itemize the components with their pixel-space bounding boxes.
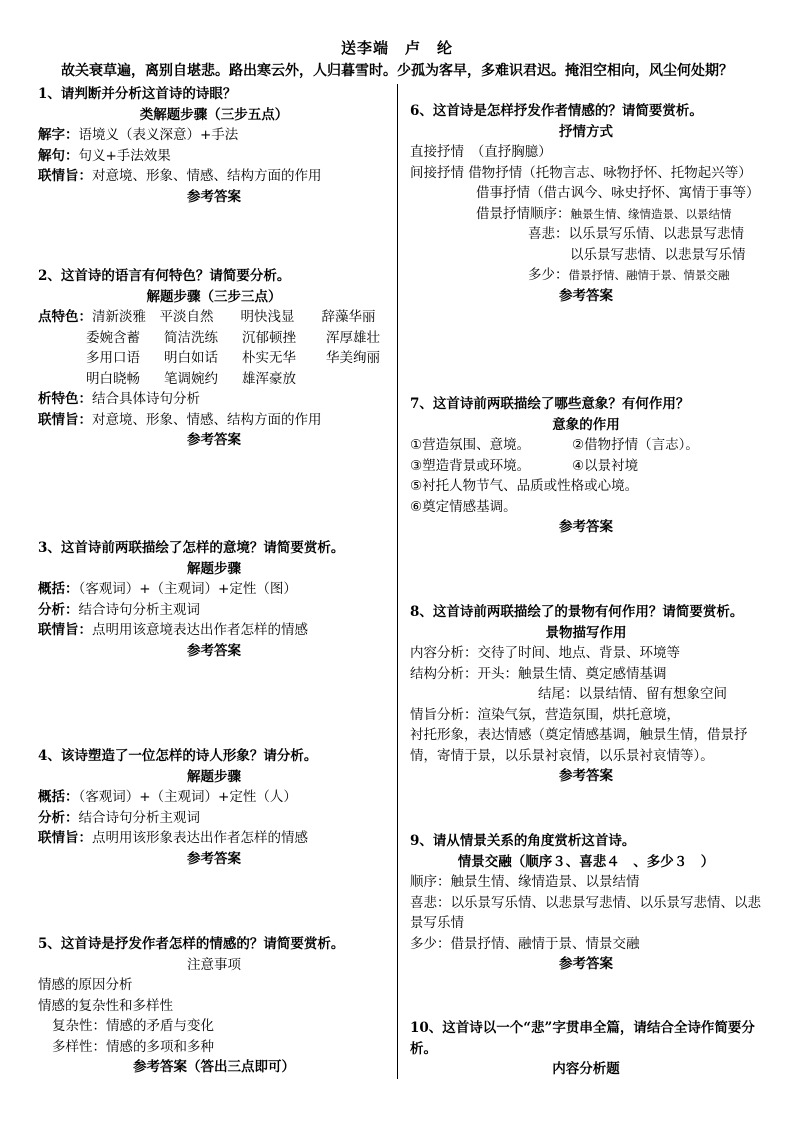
note-line: 情感的原因分析 [38, 977, 133, 993]
question-8-subtitle: 景物描写作用 [545, 624, 627, 641]
relation-line: 喜悲：以乐景写乐情、以悲景写悲情、以乐景写悲情、以悲景写乐情 [410, 894, 761, 931]
question-10 [410, 1018, 762, 1080]
analysis-line: 衬托形象，表达情感（奠定情感基调，触景生情，借景抒情，寄情于景，以乐景衬哀情，以乐景衬哀情等）。 [410, 727, 748, 764]
reference-answer: 参考答案 [559, 287, 613, 304]
style-terms-grid [38, 328, 390, 390]
relation-line: 顺序：触景生情、缘情造景、以景结情 [410, 874, 640, 890]
style-term: 雄浑豪放 [242, 370, 296, 387]
question-3 [38, 538, 390, 661]
question-2-title: 2、这首诗的语言有何特色？请简要分析。 [38, 268, 291, 284]
analysis-line: 结构分析：开头：触景生情、奠定感情基调 [410, 665, 667, 682]
question-9-subtitle: 情景交融（顺序３、喜悲４ 、多少３ ） [457, 853, 715, 870]
label-shunxu: 借景抒情顺序： [476, 205, 571, 222]
poem-text: 故关衰草遍，离别自堪悲。路出寒云外，人归暮雪时。少孤为客早，多难识君迟。掩泪空相向，风尘何处期？ [61, 62, 733, 79]
label-dian-tese: 点特色： [38, 309, 92, 325]
style-term [326, 369, 416, 390]
reference-answer: 参考答案（答出三点即可） [133, 1059, 295, 1075]
note-subline: 多样性：情感的多项和多种 [52, 1038, 214, 1055]
text-lianqingzhi: 对意境、形象、情感、结构方面的作用 [92, 411, 322, 428]
question-3-title: 3、这首诗前两联描绘了怎样的意境？请简要赏析。 [38, 540, 345, 556]
question-7-title: 7、这首诗前两联描绘了哪些意象？有何作用？ [410, 396, 690, 412]
question-7 [410, 394, 762, 538]
analysis-line: 结尾：以景结情、留有想象空间 [538, 686, 727, 702]
question-1 [38, 84, 390, 207]
label-lianqingzhi: 联情旨： [38, 622, 92, 638]
question-10-subtitle: 内容分析题 [552, 1061, 620, 1077]
text-jieju: 句义+手法效果 [78, 147, 171, 164]
method-line: 喜悲：以乐景写乐情、以悲景写悲情 [528, 226, 744, 242]
analysis-line: 情旨分析：渲染气氛，营造氛围，烘托意境， [410, 706, 680, 723]
question-2 [38, 266, 390, 451]
column-divider [397, 84, 398, 1079]
label-lianqingzhi: 联情旨： [38, 168, 92, 184]
question-6 [410, 101, 762, 306]
function-pair [410, 435, 762, 456]
reference-answer: 参考答案 [187, 850, 241, 867]
label-fenxi: 分析： [38, 809, 79, 826]
function-item: ②借物抒情（言志）。 [572, 437, 699, 453]
reference-answer: 参考答案 [187, 432, 241, 448]
reference-answer: 参考答案 [187, 642, 241, 659]
function-item: ③塑造背景或环境。 [410, 457, 531, 474]
question-8 [410, 602, 762, 787]
analysis-line: 内容分析：交待了时间、地点、背景、环境等 [410, 645, 680, 661]
reference-answer: 参考答案 [187, 188, 241, 205]
question-5-subtitle: 注意事项 [187, 956, 241, 973]
method-line [410, 265, 762, 286]
label-gaikuo: 概括： [38, 581, 79, 597]
style-term: 明白如话 [164, 350, 218, 366]
question-9-title: 9、请从情景关系的角度赏析这首诗。 [410, 833, 636, 849]
method-line: 直接抒情 （直抒胸臆） [410, 144, 552, 160]
function-item: ①营造氛围、意境。 [410, 437, 531, 453]
text-lianqingzhi: 点明用该意境表达出作者怎样的情感 [92, 622, 308, 638]
text-fenxi: 结合诗句分析主观词 [78, 809, 200, 826]
question-6-subtitle: 抒情方式 [559, 123, 613, 140]
method-line: 以乐景写悲情、以悲景写乐情 [570, 246, 746, 263]
text-duoshao: 借景抒情、融情于景、情景交融 [568, 268, 730, 282]
style-term: 浑厚雄壮 [326, 329, 380, 346]
text-lianqingzhi: 对意境、形象、情感、结构方面的作用 [92, 168, 322, 184]
text-jiezi: 语境义（表义深意）+手法 [78, 127, 239, 143]
text-gaikuo: （客观词）+（主观词）+定性（人） [78, 789, 297, 805]
method-line: 间接抒情 借物抒情（托物言志、咏物抒怀、托物起兴等） [410, 164, 752, 181]
relation-line: 多少：借景抒情、融情于景、情景交融 [410, 935, 640, 952]
text-gaikuo: （客观词）+（主观词）+定性（图） [78, 581, 297, 597]
style-term: 笔调婉约 [164, 370, 218, 387]
question-5 [38, 934, 390, 1078]
question-7-subtitle: 意象的作用 [552, 416, 620, 433]
page-header [0, 38, 794, 81]
label-duoshao: 多少： [528, 267, 569, 283]
label-jieju: 解句： [38, 147, 79, 164]
text-fenxi: 结合诗句分析主观词 [78, 601, 200, 618]
question-4-subtitle: 解题步骤 [187, 768, 241, 785]
method-line: 借事抒情（借古讽今、咏史抒怀、寓情于事等） [476, 185, 760, 201]
question-6-title: 6、这首诗是怎样抒发作者情感的？请简要赏析。 [410, 103, 703, 119]
method-line [410, 204, 762, 225]
question-1-title: 1、请判断并分析这首诗的诗眼？ [38, 86, 237, 102]
text-shunxu: 触景生情、缘情造景、以景结情 [570, 206, 732, 221]
style-term: 明白晓畅 [86, 370, 140, 387]
text-dian-tese: 清新淡雅 平淡自然 明快浅显 辞藻华丽 [92, 309, 376, 325]
question-1-subtitle: 类解题步骤（三步五点） [139, 106, 289, 123]
function-item: ④以景衬境 [572, 457, 639, 474]
label-lianqingzhi: 联情旨： [38, 830, 92, 846]
question-8-title: 8、这首诗前两联描绘了的景物有何作用？请简要赏析。 [410, 604, 744, 620]
text-lianqingzhi: 点明用该形象表达出作者怎样的情感 [92, 830, 308, 846]
question-4 [38, 746, 390, 869]
style-term: 委婉含蓄 [86, 329, 140, 346]
function-item: ⑤衬托人物节气、品质或性格或心境。 [410, 478, 639, 494]
label-fenxi: 分析： [38, 601, 79, 618]
question-3-subtitle: 解题步骤 [187, 560, 241, 577]
question-2-subtitle: 解题步骤（三步三点） [146, 288, 282, 305]
question-10-title: 10、这首诗以一个“悲”字贯串全篇，请结合全诗作简要分析。 [410, 1020, 755, 1057]
question-5-title: 5、这首诗是抒发作者怎样的情感的？请简要赏析。 [38, 936, 345, 952]
point-features [38, 307, 390, 328]
reference-answer: 参考答案 [559, 519, 613, 535]
style-term: 朴实无华 [242, 350, 296, 366]
label-lianqingzhi: 联情旨： [38, 411, 92, 428]
label-gaikuo: 概括： [38, 789, 79, 805]
style-term: 多用口语 [86, 350, 140, 366]
note-subline: 复杂性：情感的矛盾与变化 [52, 1018, 214, 1034]
style-term: 沉郁顿挫 [242, 329, 296, 346]
question-9 [410, 831, 762, 975]
label-xi-tese: 析特色： [38, 391, 92, 407]
poem-title: 送李端 卢 纶 [340, 39, 453, 57]
function-item: ⑥奠定情感基调。 [410, 498, 517, 515]
label-jiezi: 解字： [38, 127, 79, 143]
reference-answer: 参考答案 [559, 768, 613, 784]
reference-answer: 参考答案 [559, 956, 613, 972]
style-term: 简洁洗练 [164, 329, 218, 346]
note-line: 情感的复杂性和多样性 [38, 997, 173, 1014]
question-4-title: 4、该诗塑造了一位怎样的诗人形象？请分析。 [38, 748, 318, 764]
function-pair [410, 456, 762, 477]
style-term: 华美绚丽 [326, 350, 380, 366]
text-xi-tese: 结合具体诗句分析 [92, 391, 200, 407]
